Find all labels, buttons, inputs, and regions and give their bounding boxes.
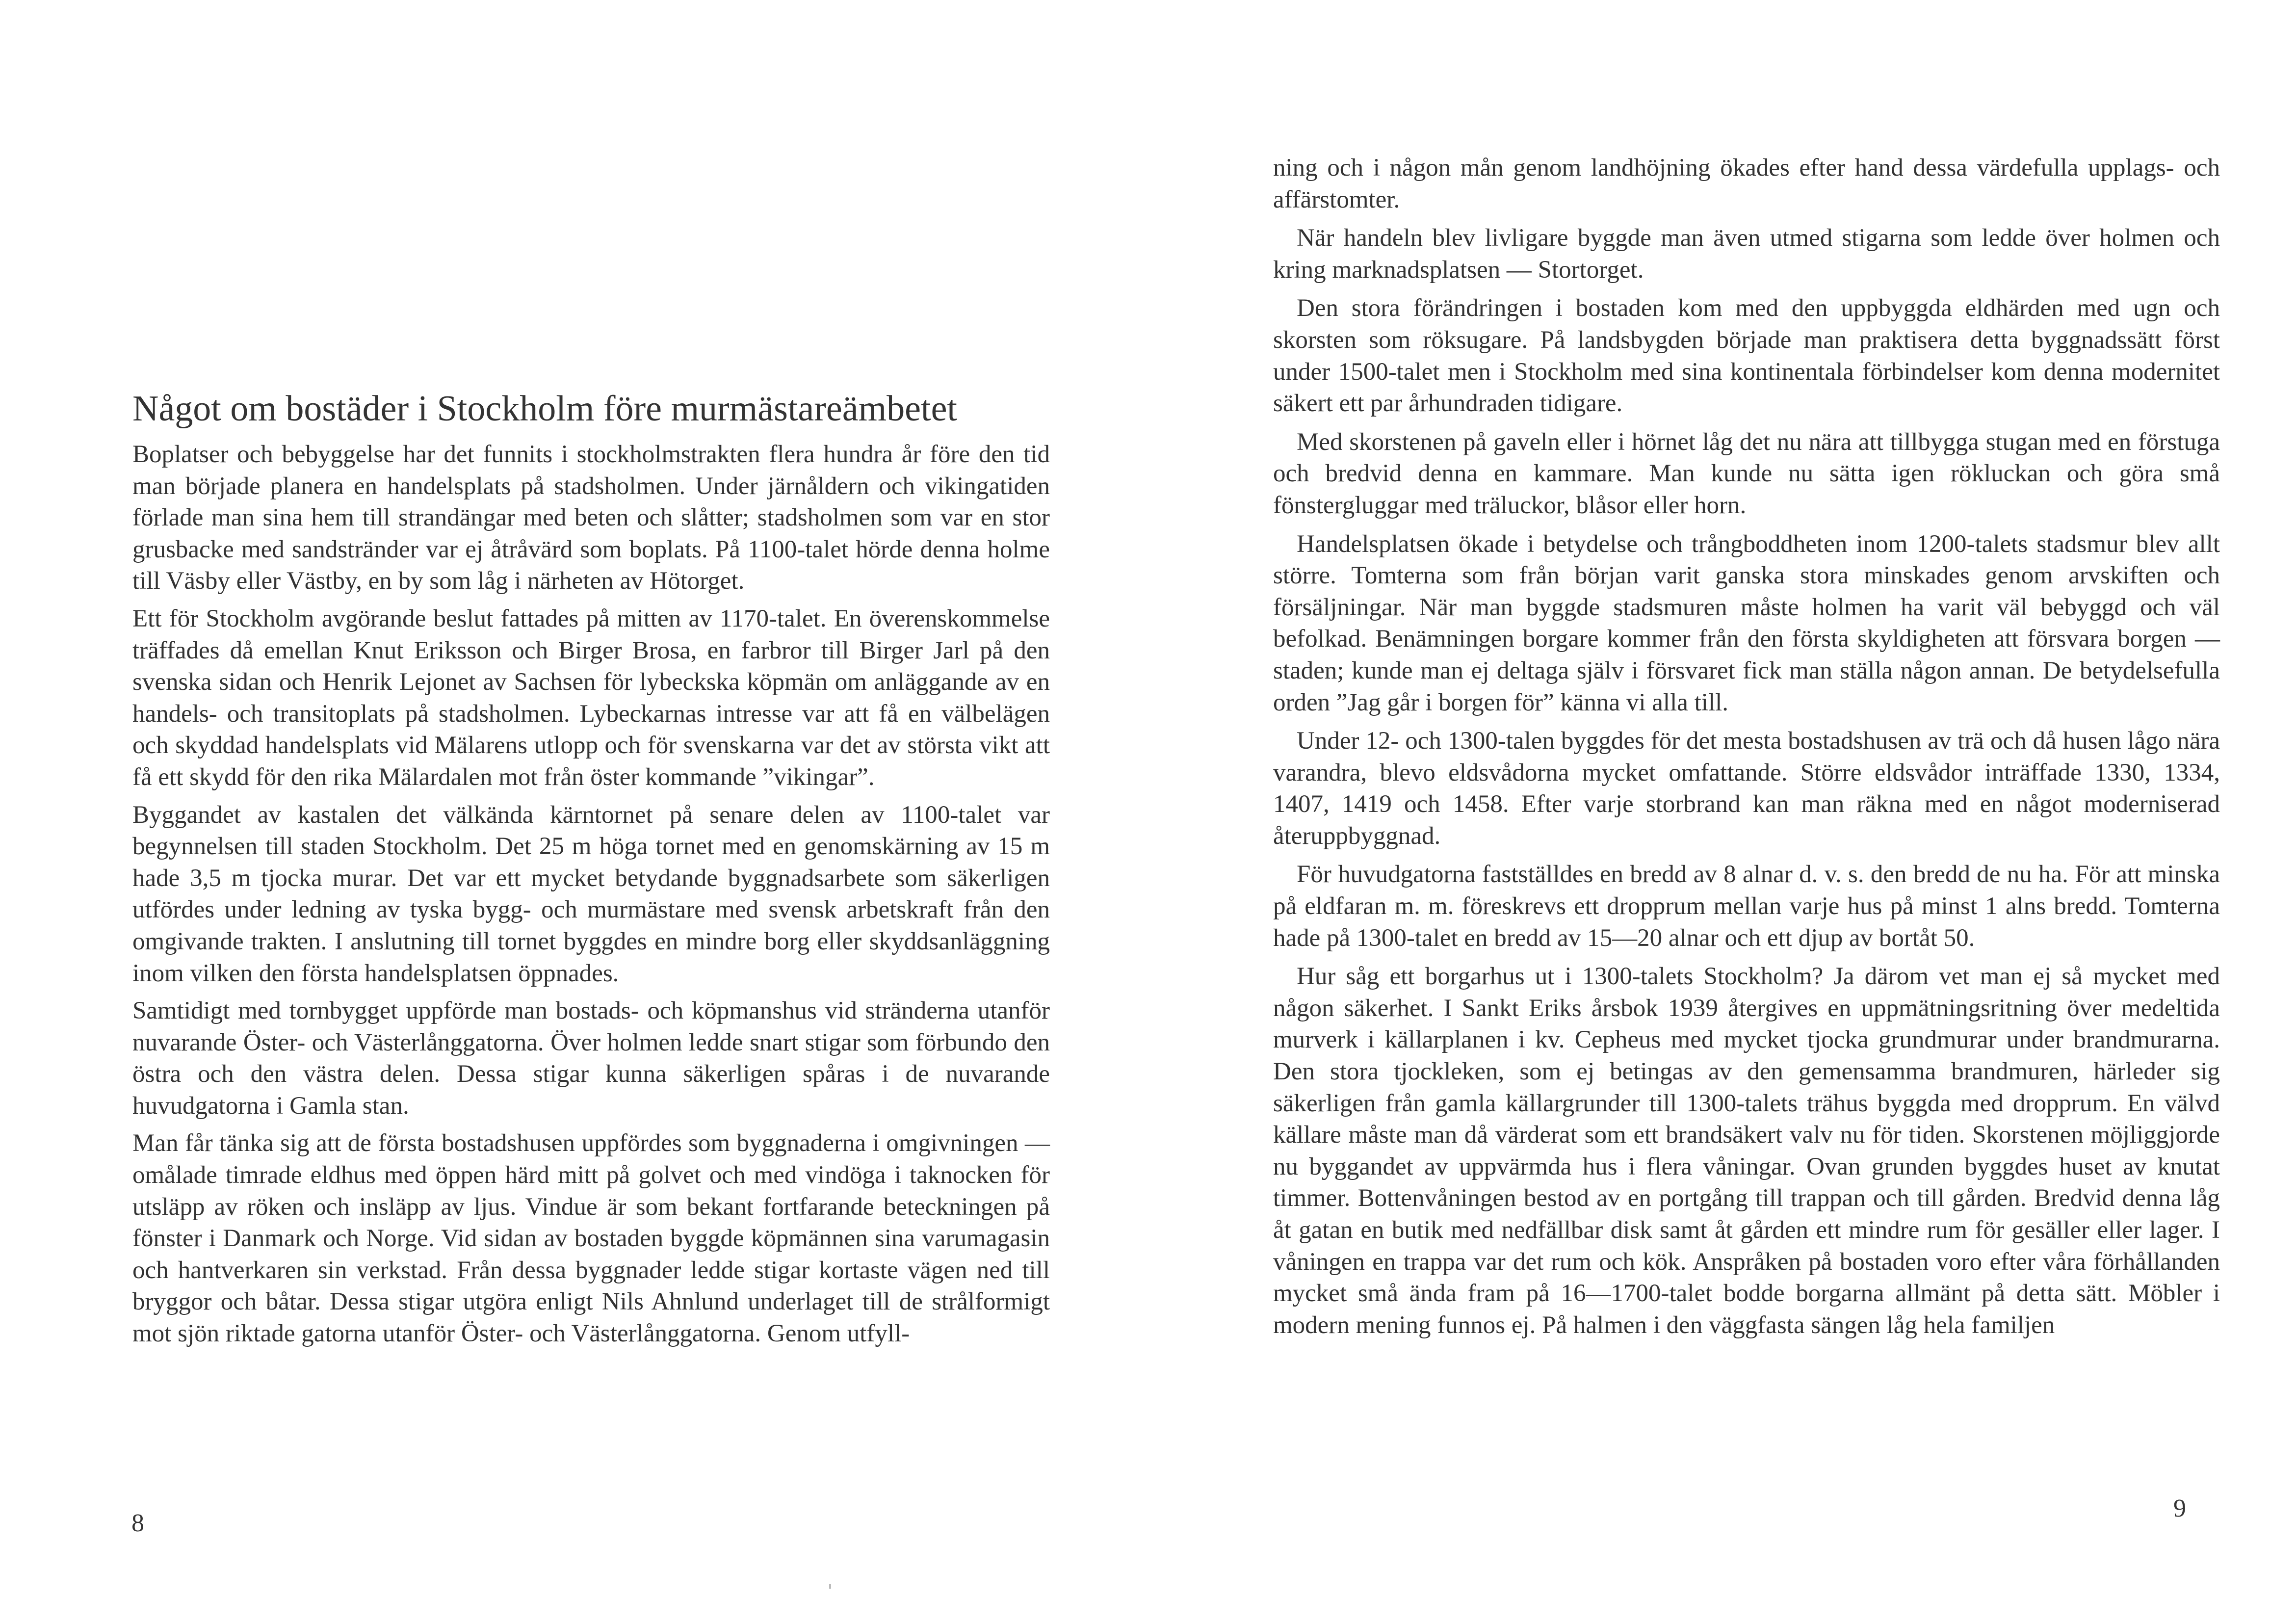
paragraph: Under 12- och 1300-talen byggdes för det mesta bostadshusen av trä och då husen lågo nära varandra, blevo eldsvådorna mycket omfattande. Större eldsvådor inträffade 1330, 1334, 1407, 1419 och 1458. Efter varje storbrand kan man räkna med en något moderniserad återuppbyggnad. — [1273, 727, 2220, 850]
paragraph: Ett för Stockholm avgörande beslut fattades på mitten av 1170-talet. En överenskommelse träffades då emellan Knut Eriksson och Birger Brosa, en farbror till Birger Jarl på den svenska sidan och Henrik Lejonet av Sachsen för lybeckska köpmän om anläggande av en handels- och transitoplats på stadsholmen. Lybeckarnas intresse var att få en välbelägen och skyddad handelsplats vid Mälarens utlopp och för svenskarna var det av största vikt att få ett skydd för den rika Mälardalen mot från öster kommande ”vikingar”. — [132, 604, 1050, 791]
right-text-column — [1273, 152, 2220, 1348]
page-number: 8 — [131, 1509, 144, 1537]
paragraph: Med skorstenen på gaveln eller i hörnet låg det nu nära att tillbygga stugan med en förstuga och bredvid denna en kammare. Man kunde nu sätta igen rökluckan och göra små fönstergluggar med träluckor, blåsor eller horn. — [1273, 428, 2220, 519]
paragraph: När handeln blev livligare byggde man även utmed stigarna som ledde över holmen och kring marknadsplatsen — Stortorget. — [1273, 224, 2220, 284]
paragraph: Boplatser och bebyggelse har det funnits i stockholmstrakten flera hundra år före den tid man började planera en handelsplats på stadsholmen. Under järnåldern och vikingatiden förlade man sina hem till strandängar med beten och slåtter; stadsholmen som var en stor grusbacke med sandstränder var ej åtråvärd som boplats. På 1100-talet hörde denna holme till Väsby eller Västby, en by som låg i närheten av Hötorget. — [132, 441, 1050, 595]
paragraph: Den stora förändringen i bostaden kom med den uppbyggda eldhärden med ugn och skorsten som röksugare. På landsbygden började man praktisera detta byggnadssätt först under 1500-talet men i Stockholm med sina kontinentala förbindelser kom denna modernitet säkert ett par århundraden tidigare. — [1273, 294, 2220, 418]
paragraph: Handelsplatsen ökade i betydelse och trångboddheten inom 1200-talets stadsmur blev allt större. Tomterna som från början varit ganska stora minskades genom arvskiften och försäljningar. När man byggde stadsmuren måste holmen ha varit väl bebyggd och väl befolkad. Benämningen borgare kommer från den första skyldigheten att försvara borgen — staden; kunde man ej deltaga själv i försvaret fick man ställa någon annan. De betydelsefulla orden ”Jag går i borgen för” känna vi alla till. — [1273, 530, 2220, 716]
chapter-heading: Något om bostäder i Stockholm före murmästareämbetet — [132, 389, 957, 429]
paragraph: För huvudgatorna fastställdes en bredd av 8 alnar d. v. s. den bredd de nu ha. För att minska på eldfaran m. m. föreskrevs ett dropprum mellan varje hus på minst 1 alns bredd. Tomterna hade på 1300-talet en bredd av 15—20 alnar och ett djup av bortåt 50. — [1273, 861, 2220, 952]
right-page — [1148, 0, 2296, 1624]
print-speck — [829, 1584, 831, 1589]
page-number: 9 — [2173, 1494, 2186, 1522]
paragraph: Byggandet av kastalen det välkända kärntornet på senare delen av 1100-talet var begynnelsen till staden Stockholm. Det 25 m höga tornet med en genomskärning av 15 m hade 3,5 m tjocka murar. Det var ett mycket betydande byggnadsarbete som säkerligen utfördes under ledning av tyska bygg- och murmästare med svensk arbetskraft från den omgivande trakten. I anslutning till tornet byggdes en mindre borg eller skyddsanläggning inom vilken den första handelsplatsen öppnades. — [132, 801, 1050, 987]
paragraph: ning och i någon mån genom landhöjning ökades efter hand dessa värdefulla upplags- och affärstomter. — [1273, 154, 2220, 213]
paragraph: Samtidigt med tornbygget uppförde man bostads- och köpmanshus vid stränderna utanför nuvarande Öster- och Västerlånggatorna. Över holmen ledde snart stigar som förbundo den östra och den västra delen. Dessa stigar kunna säkerligen spåras i de nuvarande huvudgatorna i Gamla stan. — [132, 997, 1050, 1120]
paragraph: Man får tänka sig att de första bostadshusen uppfördes som byggnaderna i omgivningen — omålade timrade eldhus med öppen härd mitt på golvet och med vindöga i taknocken för utsläpp av röken och insläpp av ljus. Vindue är som bekant fortfarande beteckningen på fönster i Danmark och Norge. Vid sidan av bostaden byggde köpmännen sina varumagasin och hantverkaren sin verkstad. Från dessa byggnader ledde stigar kortaste vägen ned till bryggor och båtar. Dessa stigar utgöra enligt Nils Ahnlund underlaget till de strålformigt mot sjön riktade gatorna utanför Öster- och Västerlånggatorna. Genom utfyll- — [132, 1129, 1050, 1348]
left-text-column — [132, 388, 1050, 1356]
paragraph: Hur såg ett borgarhus ut i 1300-talets Stockholm? Ja därom vet man ej så mycket med någon säkerhet. I Sankt Eriks årsbok 1939 återgives en uppmätningsritning över medeltida murverk i källarplanen i kv. Cepheus med mycket tjocka grundmurar under brandmurarna. Den stora tjockleken, som ej betingas av den gemensamma brandmuren, härleder sig säkerligen från gamla källargrunder till 1300-talets trähus byggda med dropprum. En välvd källare måste man då värderat som ett brandsäkert valv nu för tiden. Skorstenen möjliggjorde nu byggandet av uppvärmda hus i flera våningar. Ovan grunden byggdes huset av knutat timmer. Bottenvåningen bestod av en portgång till trappan och till gården. Bredvid denna låg åt gatan en butik med nedfällbar disk samt åt gården ett mindre rum för gesäller eller lager. I våningen en trappa var det rum och kök. Anspråken på bostaden voro efter våra förhållanden mycket små ända fram på 16—1700-talet bodde borgarna allmänt på detta sätt. Möbler i modern mening funnos ej. På halmen i den väggfasta sängen låg hela familjen — [1273, 963, 2220, 1339]
